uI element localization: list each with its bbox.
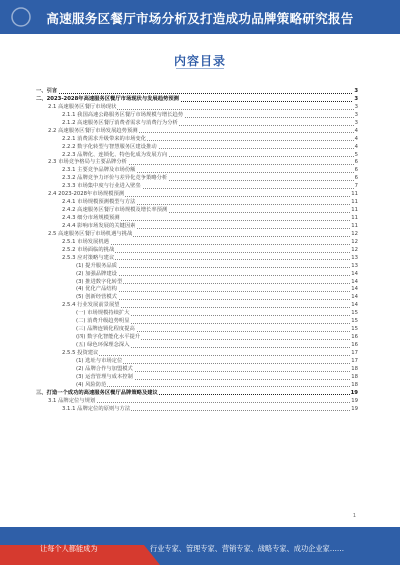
toc-entry-page: 6	[354, 159, 358, 166]
toc-entry-text: (4) 优化产品结构	[76, 286, 117, 293]
toc-entry-text: 2.5.5 投资建议	[62, 349, 99, 356]
toc-entry[interactable]	[36, 128, 358, 136]
toc-entry-page: 4	[354, 127, 358, 134]
page-number: 1	[352, 513, 356, 519]
toc-entry-text: (1) 提升服务品质	[76, 262, 117, 269]
toc-entry-text: (2) 品牌合作与加盟模式	[76, 365, 133, 372]
toc-entry-page: 18	[351, 365, 358, 372]
toc-entry[interactable]	[36, 120, 358, 128]
toc-entry[interactable]	[36, 191, 358, 199]
toc-entry[interactable]	[36, 366, 358, 374]
toc-entry[interactable]	[36, 136, 358, 144]
toc-entry[interactable]	[36, 199, 358, 207]
toc-entry-text: 2.3.1 主要竞争品牌及市场份额	[62, 167, 136, 174]
toc-entry-text: 2.3.2 品牌竞争力评价与差异化竞争策略分析	[62, 175, 168, 182]
toc-entry[interactable]	[36, 263, 358, 271]
toc-entry-page: 18	[351, 381, 358, 388]
toc-entry[interactable]	[36, 88, 358, 96]
toc-entry-page: 6	[354, 167, 358, 174]
toc-entry-page: 3	[354, 103, 358, 110]
toc-entry-text: 2.4.2 高速服务区餐厅市场规模及增长率预测	[62, 207, 168, 214]
toc-entry-text: 一、引言	[36, 88, 58, 94]
toc-entry-page: 14	[351, 286, 358, 293]
toc-entry[interactable]	[36, 247, 358, 255]
toc-entry-page: 11	[351, 222, 358, 229]
toc-entry-text: (1) 选址与市场定位	[76, 357, 123, 364]
toc-entry[interactable]	[36, 358, 358, 366]
toc-entry-text: 2.5 高速服务区餐厅市场机遇与挑战	[48, 230, 133, 237]
toc-heading-underline	[176, 68, 224, 69]
toc-entry-page: 14	[351, 278, 358, 285]
toc-entry-text: 2.1.1 我国高速公路服务区餐厅市场规模与增长趋势	[62, 111, 184, 118]
toc-leader-dots	[62, 355, 354, 356]
toc-entry-text: 2.4.1 市场规模预测模型与方法	[62, 199, 136, 206]
toc-entry-page: 15	[351, 310, 358, 317]
toc-entry-text: 3.1 品牌定位与规划	[48, 397, 96, 404]
footer-banner	[0, 527, 400, 565]
toc-entry-text: 2.5.2 市场面临的挑战	[62, 246, 115, 253]
toc-entry-page: 18	[351, 373, 358, 380]
toc-entry-page: 16	[351, 342, 358, 348]
toc-entry-page: 13	[351, 254, 358, 261]
toc-entry-page: 12	[351, 230, 358, 237]
toc-entry-text: (3) 运营管理与成本控制	[76, 373, 133, 380]
toc-entry-page: 11	[351, 215, 358, 221]
toc-entry[interactable]	[36, 318, 358, 326]
toc-entry-text: 2.4.3 细分市场规模预测	[62, 215, 120, 221]
toc-entry-text: 三、打造一个成功的高速服务区餐厅品牌策略及建议	[36, 389, 158, 396]
toc-entry-text: 2.1 高速服务区餐厅市场现状	[48, 103, 117, 110]
toc-entry-page: 11	[351, 199, 358, 206]
toc-entry[interactable]	[36, 112, 358, 120]
toc-entry-page: 19	[351, 405, 358, 412]
toc-entry-text: 3.1.1 品牌定位的原则与方法	[62, 405, 131, 412]
toc-entry-text: (3) 推进数字化转型	[76, 278, 123, 285]
toc-entry[interactable]	[36, 271, 358, 279]
toc-entry-text: 2.3.3 市场集中度与行业进入壁垒	[62, 183, 141, 190]
toc-entry-text: 2.3 市场竞争格局与主要品牌分析	[48, 159, 127, 166]
toc-entry-page: 11	[351, 207, 358, 214]
report-header	[0, 0, 400, 34]
toc-entry-text: 2.2.2 数字化转型与智慧服务区建设推动	[62, 143, 157, 150]
toc-entry-text: 2.2.3 品牌化、连锁化、特色化成为发展方向	[62, 151, 168, 158]
toc-entry-text: (2) 加强品牌建设	[76, 270, 117, 277]
toc-entry[interactable]	[36, 255, 358, 263]
toc-entry-text: (二) 消费升级趋势明显	[76, 318, 130, 325]
toc-entry-page: 4	[354, 143, 358, 150]
toc-leader-dots	[36, 93, 354, 94]
toc-entry[interactable]	[36, 374, 358, 382]
toc-entry-page: 6	[354, 175, 358, 182]
toc-entry-page: 17	[351, 349, 358, 356]
toc-entry[interactable]	[36, 334, 358, 342]
toc-entry-page: 4	[354, 135, 358, 142]
toc-heading: 内容目录	[173, 54, 226, 68]
toc-entry-text: 2.4 2023-2028年市场规模预测	[48, 191, 125, 198]
toc-entry[interactable]	[36, 310, 358, 318]
toc-entry-text: (一) 市场规模持续扩大	[76, 310, 130, 317]
toc-entry[interactable]	[36, 104, 358, 112]
toc-entry-page: 11	[351, 191, 358, 198]
toc-entry-page: 3	[354, 95, 358, 102]
toc-entry[interactable]	[36, 398, 358, 406]
toc-entry-text: 2.4.4 影响市场发展的关键因素	[62, 222, 136, 229]
toc-entry-text: 2.1.2 高速服务区餐厅消费者需求与消费行为分析	[62, 119, 178, 126]
footer-slogan-right: 行业专家、管理专家、营销专家、战略专家、成功企业家……	[150, 544, 345, 553]
toc-entry-page: 5	[354, 151, 358, 158]
toc-entry-page: 3	[354, 88, 358, 94]
toc-entry[interactable]	[36, 96, 358, 104]
toc-entry-text: 二、2023-2028年高速服务区餐厅市场现状与发展趋势预测	[36, 95, 179, 102]
toc-entry[interactable]	[36, 350, 358, 358]
toc-entry[interactable]	[36, 215, 358, 223]
toc-entry-page: 19	[350, 389, 358, 396]
toc-entry-page: 17	[351, 357, 358, 364]
toc-entry[interactable]	[36, 390, 358, 398]
toc-entry-page: 16	[351, 334, 358, 341]
toc-entry-text: 2.2.1 消费需求升级带来的市场变化	[62, 135, 147, 142]
toc-entry[interactable]	[36, 207, 358, 215]
report-title: 高速服务区餐厅市场分析及打造成功品牌策略研究报告	[46, 11, 354, 26]
toc-entry[interactable]	[36, 231, 358, 239]
toc-leader-dots	[76, 386, 354, 387]
toc-entry-text: (4) 风险防范	[76, 381, 107, 388]
toc-entry[interactable]	[36, 223, 358, 231]
toc-entry-text: 2.5.1 市场发展机遇	[62, 238, 109, 245]
toc-entry[interactable]	[36, 239, 358, 247]
toc-entry-page: 15	[351, 318, 358, 325]
toc-entry-page: 3	[354, 111, 358, 118]
toc-entry-page: 7	[354, 183, 358, 190]
toc-entry-text: 2.5.4 行业发展前景展望	[62, 302, 120, 309]
toc-entry-page: 14	[351, 270, 358, 277]
toc-entry[interactable]	[36, 406, 358, 414]
toc-entry-page: 15	[351, 326, 358, 333]
toc-entry[interactable]	[36, 144, 358, 152]
toc-entry[interactable]	[36, 342, 358, 350]
toc-entry-text: (五) 绿色环保理念深入	[76, 342, 130, 348]
toc-entry[interactable]	[36, 183, 358, 191]
toc-entry[interactable]	[36, 382, 358, 390]
toc-entry-page: 12	[351, 246, 358, 253]
toc-entry[interactable]	[36, 326, 358, 334]
toc-entry-page: 3	[354, 119, 358, 126]
toc-entry-text: 2.2 高速服务区餐厅市场发展趋势预测	[48, 127, 138, 134]
toc-entry-page: 19	[351, 397, 358, 404]
toc-entry-page: 14	[351, 294, 358, 301]
footer-slogan-left: 让每个人都能成为	[40, 544, 98, 553]
toc-entry-text: 2.5.3 应对策略与建议	[62, 254, 115, 261]
toc-entry-page: 13	[351, 262, 358, 269]
toc-entry-text: (四) 数字化智能化水平提升	[76, 334, 141, 341]
toc-entry-page: 12	[351, 238, 358, 245]
toc-entry-text: (5) 创新经营模式	[76, 294, 117, 301]
table-of-contents	[36, 88, 358, 413]
toc-entry-page: 14	[351, 302, 358, 309]
toc-entry-text: (三) 品牌连锁化程度提高	[76, 326, 135, 333]
